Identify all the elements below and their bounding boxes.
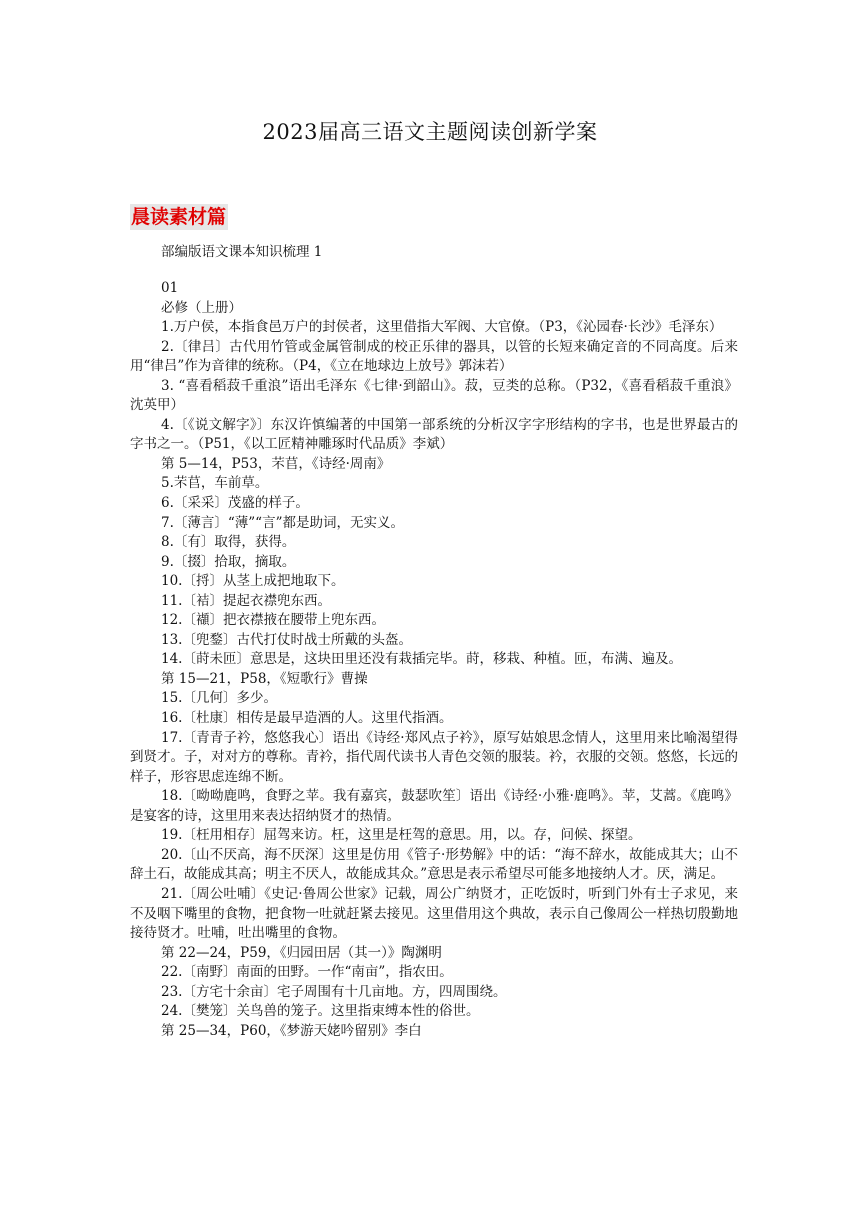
document-title: 2023届高三语文主题阅读创新学案 (262, 120, 598, 144)
paragraph: 第 22—24，P59，《归园田居（其一）》陶渊明 (161, 944, 442, 961)
paragraph: 1.万户侯，本指食邑万户的封侯者，这里借指大军阀、大官僚。（P3，《沁园春·长沙》毛泽东） (161, 319, 723, 336)
paragraph: 4.〔《说文解字》〕东汉许慎编著的中国第一部系统的分析汉字字形结构的字书，也是世界最古的字书之一。（P51，《以工匠精神雕琢时代品质》李斌） (130, 416, 738, 453)
paragraph: 20.〔山不厌高，海不厌深〕这里是仿用《管子·形势解》中的话：“海不辞水，故能成其大；山不辞土石，故能成其高；明主不厌人，故能成其众。”意思是表示希望尽可能多地接纳人才。厌，满足。 (130, 846, 738, 883)
paragraph: 2.〔律吕〕古代用竹管或金属管制成的校正乐律的器具，以管的长短来确定音的不同高度。后来用“律吕”作为音律的统称。（P4，《立在地球边上放号》郭沫若） (130, 338, 738, 375)
paragraph: 必修（上册） (161, 299, 242, 316)
paragraph: 第 5—14，P53，芣苢，《诗经·周南》 (161, 455, 391, 472)
paragraph: 12.〔襭〕把衣襟掖在腰带上兜东西。 (161, 612, 385, 629)
section-label: 晨读素材篇 (131, 206, 227, 228)
document-body (130, 279, 738, 1041)
paragraph: 14.〔莳未匝〕意思是，这块田里还没有栽插完毕。莳，移栽、种植。匝，布满、遍及。 (161, 651, 682, 668)
paragraph: 9.〔掇〕拾取，摘取。 (161, 553, 296, 570)
paragraph: 3. “喜看稻菽千重浪”语出毛泽东《七律·到韶山》。菽，豆类的总称。（P32，《喜看稻菽千重浪》沈英甲） (130, 377, 738, 414)
paragraph: 13.〔兜鍪〕古代打仗时战士所戴的头盔。 (161, 631, 412, 648)
paragraph: 24.〔樊笼〕关鸟兽的笼子。这里指束缚本性的俗世。 (161, 1003, 480, 1020)
paragraph: 11.〔袺〕提起衣襟兜东西。 (161, 592, 331, 609)
paragraph: 16.〔杜康〕相传是最早造酒的人。这里代指酒。 (161, 710, 453, 727)
subheading: 部编版语文课本知识梳理 1 (161, 244, 323, 260)
paragraph: 5.芣苢，车前草。 (161, 475, 269, 492)
paragraph: 18.〔呦呦鹿鸣，食野之苹。我有嘉宾，鼓瑟吹笙〕语出《诗经·小雅·鹿鸣》。苹，艾蒿。《鹿鸣》是宴客的诗，这里用来表达招纳贤才的热情。 (130, 788, 738, 824)
paragraph: 8.〔有〕取得，获得。 (161, 534, 296, 551)
paragraph: 10.〔捋〕从茎上成把地取下。 (161, 573, 345, 590)
paragraph: 19.〔枉用相存〕屈驾来访。枉，这里是枉驾的意思。用，以。存，问候、探望。 (161, 827, 642, 844)
paragraph: 01 (161, 280, 179, 296)
paragraph: 第 25—34，P60，《梦游天姥吟留别》李白 (161, 1022, 422, 1039)
paragraph: 15.〔几何〕多少。 (161, 690, 277, 707)
paragraph: 第 15—21，P58，《短歌行》曹操 (161, 670, 368, 687)
paragraph: 23.〔方宅十余亩〕宅子周围有十几亩地。方，四周围绕。 (161, 983, 507, 1000)
paragraph: 17.〔青青子衿，悠悠我心〕语出《诗经·郑风点子衿》，原写姑娘思念情人，这里用来比喻渴望得到贤才。子，对对方的尊称。青衿，指代周代读书人青色交领的服装。衿，衣服的交领。悠悠，长远的样子，形容思虑连绵不断。 (130, 729, 738, 785)
paragraph: 21.〔周公吐哺〕《史记·鲁周公世家》记载，周公广纳贤才，正吃饭时，听到门外有士子求见，来不及咽下嘴里的食物，把食物一吐就赶紧去接见。这里借用这个典故，表示自己像周公一样热切殷勤地接待贤才。吐哺，吐出嘴里的食物。 (130, 885, 738, 942)
paragraph: 7.〔薄言〕“薄”“言”都是助词，无实义。 (161, 514, 404, 531)
paragraph: 22.〔南野〕南面的田野。一作“南亩”，指农田。 (161, 964, 453, 981)
paragraph: 6.〔采采〕茂盛的样子。 (161, 495, 309, 512)
